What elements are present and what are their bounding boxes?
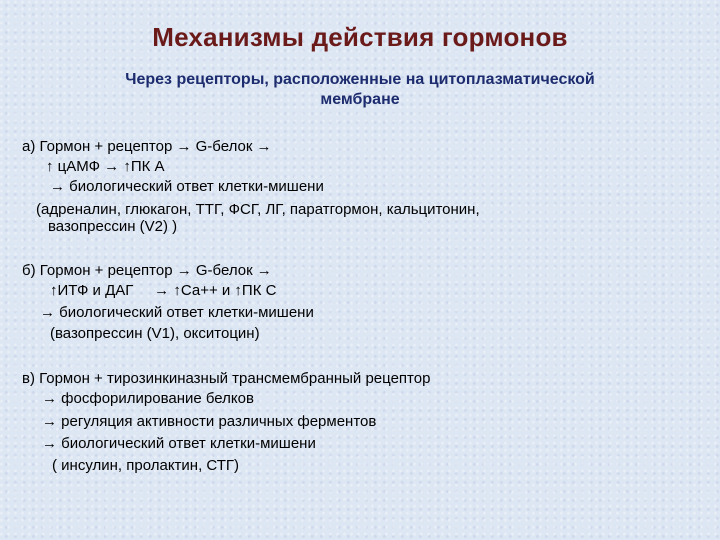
section-a-line-2: ↑ цАМФ → ↑ПК А	[46, 158, 165, 175]
section-b-line-3: → биологический ответ клетки-мишени	[40, 304, 314, 321]
section-a-line-5: вазопрессин (V2) )	[48, 218, 178, 235]
section-b-line-4: (вазопрессин (V1), окситоцин)	[50, 325, 260, 342]
section-a-line-1: а) Гормон + рецептор → G-белок →	[22, 138, 272, 155]
section-a-line-3: → биологический ответ клетки-мишени	[50, 178, 324, 195]
section-a-line-4: (адреналин, глюкагон, ТТГ, ФСГ, ЛГ, паратгормон, кальцитонин,	[36, 201, 480, 218]
slide-subtitle	[40, 70, 680, 110]
section-c-line-1: в) Гормон + тирозинкиназный трансмембранный рецептор	[22, 370, 431, 387]
section-c-line-2: → фосфорилирование белков	[42, 390, 254, 407]
section-c-line-5: ( инсулин, пролактин, СТГ)	[52, 457, 240, 474]
subtitle-line-1: Через рецепторы, расположенные на цитоплазматической	[125, 71, 595, 88]
section-b-line-2: ↑ИТФ и ДАГ → ↑Са++ и ↑ПК С	[50, 282, 277, 299]
section-c-line-3: → регуляция активности различных ферментов	[42, 413, 377, 430]
section-c-line-4: → биологический ответ клетки-мишени	[42, 435, 316, 452]
subtitle-line-2: мембране	[320, 91, 400, 108]
section-b-line-1: б) Гормон + рецептор → G-белок →	[22, 262, 272, 279]
slide-title: Механизмы действия гормонов	[152, 22, 568, 52]
